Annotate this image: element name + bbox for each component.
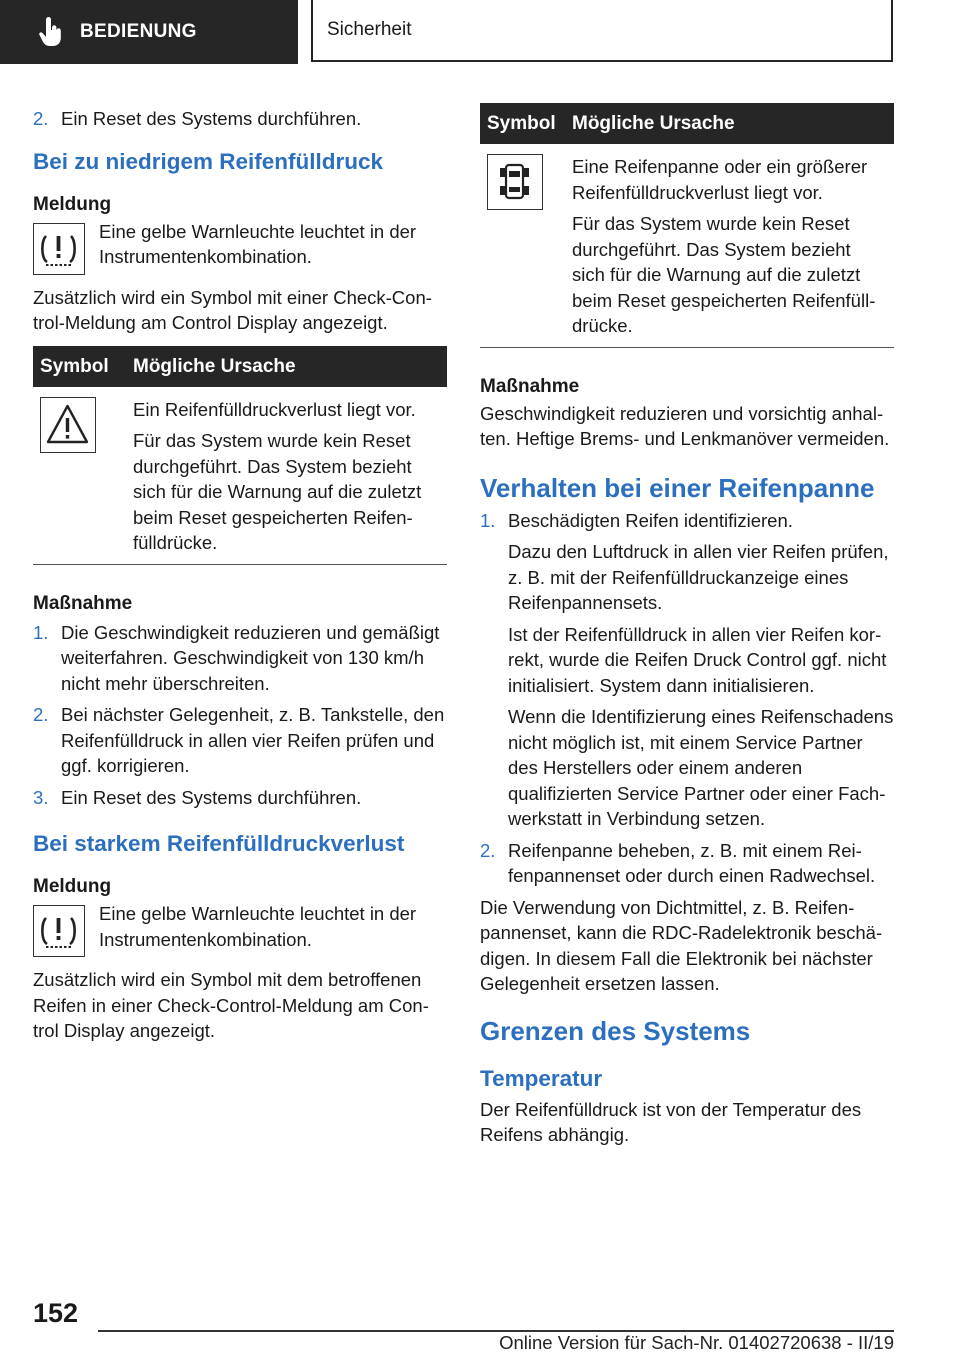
symbol-table	[33, 346, 447, 565]
list-number: 1.	[480, 509, 496, 531]
page-header	[0, 0, 960, 66]
paragraph: Geschwindigkeit reduzieren und vorsichtig anhalten. Heftige Brems- und Lenkmanöver vermeiden.	[480, 402, 890, 449]
list-subparagraph: Dazu den Luftdruck in allen vier Reifen prüfen, z. B. mit der Reifenfülldruckanzeige eines Reifenpannensets.	[508, 541, 889, 613]
list-number: 2.	[33, 108, 49, 129]
message-text: Eine gelbe Warnleuchte leuchtet in der Instrumentenkombination.	[99, 220, 417, 267]
hand-pointer-icon	[38, 17, 64, 47]
chapter-label: Sicherheit	[327, 19, 412, 40]
list-number: 3.	[33, 786, 49, 808]
page-number: 152	[33, 1298, 79, 1328]
section-heading: Verhalten bei einer Reifenpanne	[480, 472, 875, 503]
cause-text: Für das System wurde kein Reset durchgeführt. Das System bezieht sich für die Warnung auf die zuletzt beim Reset gespeicherten Reifenfülldrücke.	[133, 430, 422, 553]
right-column	[480, 103, 894, 1148]
table-header-symbol: Symbol	[33, 346, 126, 387]
list-text: Reifenpanne beheben, z. B. mit einem Reifenpannenset oder durch einen Radwechsel.	[508, 839, 876, 886]
paragraph: Die Verwendung von Dichtmittel, z. B. Reifenpannenset, kann die RDC-Radelektronik beschädigen. In diesem Fall die Elektronik bei nächster Gelegenheit ersetzen lassen.	[480, 896, 883, 994]
list-item	[33, 702, 447, 779]
table-header-cause: Mögliche Ursache	[565, 103, 894, 144]
cause-text: Ein Reifenfülldruckverlust liegt vor.	[133, 398, 416, 420]
message-text: Eine gelbe Warnleuchte leuchtet in der Instrumentenkombination.	[99, 903, 417, 950]
chapter-tab	[311, 0, 893, 62]
message-row	[33, 219, 447, 275]
symbol-table	[480, 103, 894, 348]
list-number: 1.	[33, 621, 49, 643]
left-column	[33, 100, 447, 1044]
list-item	[480, 838, 894, 889]
section-heading: Grenzen des Systems	[480, 1015, 751, 1046]
list-text: Die Geschwindigkeit reduzieren und gemäßigt weiterfahren. Geschwindigkeit von 130 km/h nicht mehr überschreiten.	[61, 621, 440, 694]
list-item	[33, 620, 447, 697]
list-text: Bei nächster Gelegenheit, z. B. Tankstelle, den Reifenfülldruck in allen vier Reifen prüfen und ggf. korrigieren.	[61, 704, 445, 776]
table-header-symbol: Symbol	[480, 103, 565, 144]
footer-text: Online Version für Sach-Nr. 01402720638 - II/19	[499, 1332, 894, 1353]
table-row	[480, 144, 894, 347]
section-heading: Bei starkem Reifenfülldruckverlust	[33, 831, 405, 856]
message-row	[33, 901, 447, 957]
list-subparagraph: Ist der Reifenfülldruck in allen vier Reifen korrekt, wurde die Reifen Druck Control ggf. nicht initialisiert. System dann initialisieren.	[508, 623, 887, 696]
list-text: Beschädigten Reifen identifizieren.	[508, 509, 793, 531]
list-item	[480, 508, 894, 832]
car-tire-position-icon	[487, 154, 543, 210]
paragraph: Zusätzlich wird ein Symbol mit dem betroffenen Reifen in einer Check-Control-Meldung am Control Display angezeigt.	[33, 969, 429, 1041]
table-header-cause: Mögliche Ursache	[126, 346, 447, 387]
list-number: 2.	[33, 704, 49, 725]
subheading: Maßnahme	[33, 592, 133, 614]
list-text: Ein Reset des Systems durchführen.	[61, 786, 362, 808]
warning-triangle-icon	[40, 397, 96, 453]
paragraph: Der Reifenfülldruck ist von der Temperatur des Reifens abhängig.	[480, 1098, 862, 1145]
subheading: Meldung	[33, 193, 112, 215]
cause-text: Für das System wurde kein Reset durchgeführt. Das System bezieht sich für die Warnung auf die zuletzt beim Reset gespeicherten Reifenfülldrücke.	[572, 213, 876, 336]
subheading: Maßnahme	[480, 375, 580, 397]
tire-pressure-warning-icon	[33, 223, 85, 275]
section-heading: Bei zu niedrigem Reifenfülldruck	[33, 148, 384, 174]
tire-pressure-warning-icon	[33, 905, 85, 957]
section-label: BEDIENUNG	[80, 21, 197, 42]
subsection-heading: Temperatur	[480, 1065, 603, 1091]
list-item	[33, 785, 447, 811]
section-tab	[0, 0, 298, 64]
list-text: Ein Reset des Systems durchführen.	[61, 108, 362, 129]
list-item	[33, 106, 447, 132]
cause-text: Eine Reifenpanne oder ein größerer Reifenfülldruckverlust liegt vor.	[572, 156, 868, 203]
paragraph: Zusätzlich wird ein Symbol mit einer Check-Control-Meldung am Control Display angezeigt.	[33, 286, 432, 333]
table-row	[33, 387, 447, 565]
list-subparagraph: Wenn die Identifizierung eines Reifenschadens nicht möglich ist, mit einem Service Partner des Herstellers oder einem anderen qualifizierten Service Partner oder einer Fachwerkstatt in Verbindung setzen.	[508, 706, 894, 829]
list-number: 2.	[480, 839, 496, 861]
subheading: Meldung	[33, 876, 112, 897]
